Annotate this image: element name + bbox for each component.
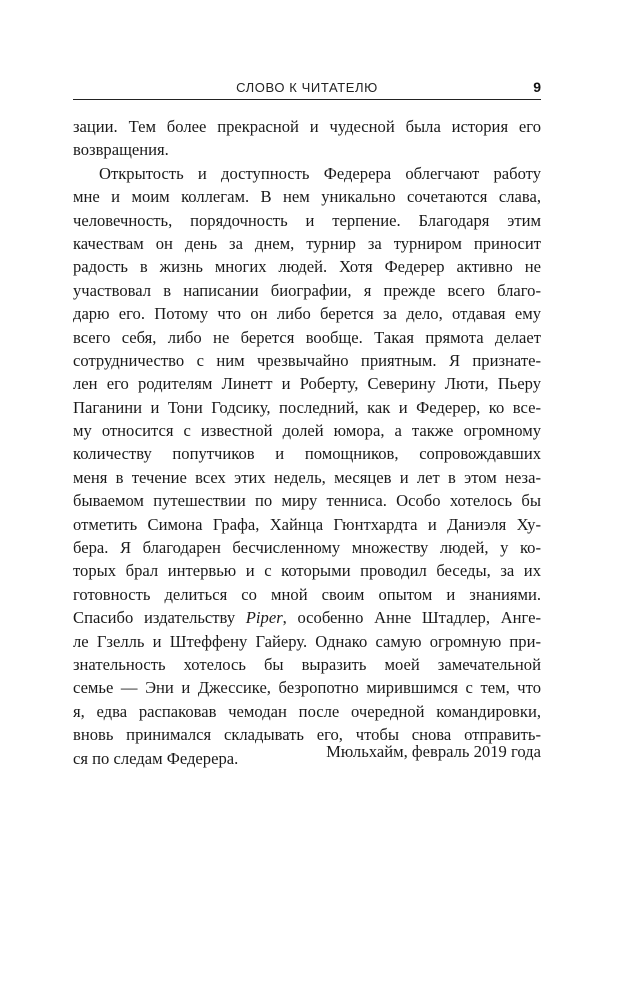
text-line: дарю его. Потому что он либо берется за дело, отдавая ему — [73, 304, 541, 324]
text-line: му относится с известной долей юмора, а также огромному — [73, 421, 541, 441]
text-line: готовность делиться со мной своим опытом и знаниями. — [73, 584, 541, 604]
text-line: ле Гзелль и Штеффену Гайеру. Однако самую огромную при- — [73, 631, 541, 651]
text-segment: , особенно Анне Штадлер, Анге- — [282, 608, 541, 628]
signature: Мюльхайм, февраль 2019 года — [326, 742, 541, 761]
text-line: всего себя, либо не берется вообще. Такая прямота делает — [73, 327, 541, 347]
page-number: 9 — [533, 79, 541, 95]
text-line: бера. Я благодарен бесчисленному множеству людей, у ко- — [73, 538, 541, 558]
text-line: качествам он день за днем, турнир за турниром приносит — [73, 233, 541, 253]
text-line: ся по следам Федерера. — [73, 748, 239, 768]
text-line: радость в жизнь многих людей. Хотя Федерер активно не — [73, 257, 541, 277]
text-line: я, едва распаковав чемодан после очередной командировки, — [73, 701, 541, 721]
header-rule — [73, 99, 541, 100]
text-line: мне и моим коллегам. В нем уникально сочетаются слава, — [73, 187, 541, 207]
text-line: торых брал интервью и с которыми проводил беседы, за их — [73, 561, 541, 581]
running-header — [73, 78, 541, 100]
body-text — [73, 115, 541, 770]
text-line: лен его родителям Линетт и Роберту, Северину Люти, Пьеру — [73, 374, 541, 394]
text-line: семье — Эни и Джессике, безропотно мирившимся с тем, что — [73, 678, 541, 698]
text-line: бываемом путешествии по миру тенниса. Особо хотелось бы — [73, 491, 541, 511]
text-line: сотрудничество с ним чрезвычайно приятным. Я признате- — [73, 350, 541, 370]
text-line: участвовал в написании биографии, я прежде всего благо- — [73, 280, 541, 300]
text-line: зации. Тем более прекрасной и чудесной была история его — [73, 117, 541, 136]
text-segment: Спасибо издательству — [73, 608, 246, 628]
text-line: вновь принимался складывать его, чтобы снова отправить- — [73, 725, 541, 745]
text-line: человечность, порядочность и терпение. Благодаря этим — [73, 210, 541, 230]
text-line-piper — [73, 606, 541, 629]
text-line: возвращения. — [73, 140, 169, 160]
text-line: количеству попутчиков и помощников, сопровождавших — [73, 444, 541, 464]
running-title: СЛОВО К ЧИТАТЕЛЮ — [236, 80, 378, 95]
publisher-name: Piper — [245, 608, 283, 628]
text-line: Открытость и доступность Федерера облегчают работу — [99, 163, 541, 183]
text-line: знательность хотелось бы выразить моей замечательной — [73, 654, 541, 674]
text-line: Паганини и Тони Годсику, последний, как и Федерер, ко все- — [73, 397, 541, 417]
text-line: меня в течение всех этих недель, месяцев и лет в этом неза- — [73, 467, 541, 487]
text-line: отметить Симона Графа, Хайнца Гюнтхардта и Даниэля Ху- — [73, 514, 541, 534]
